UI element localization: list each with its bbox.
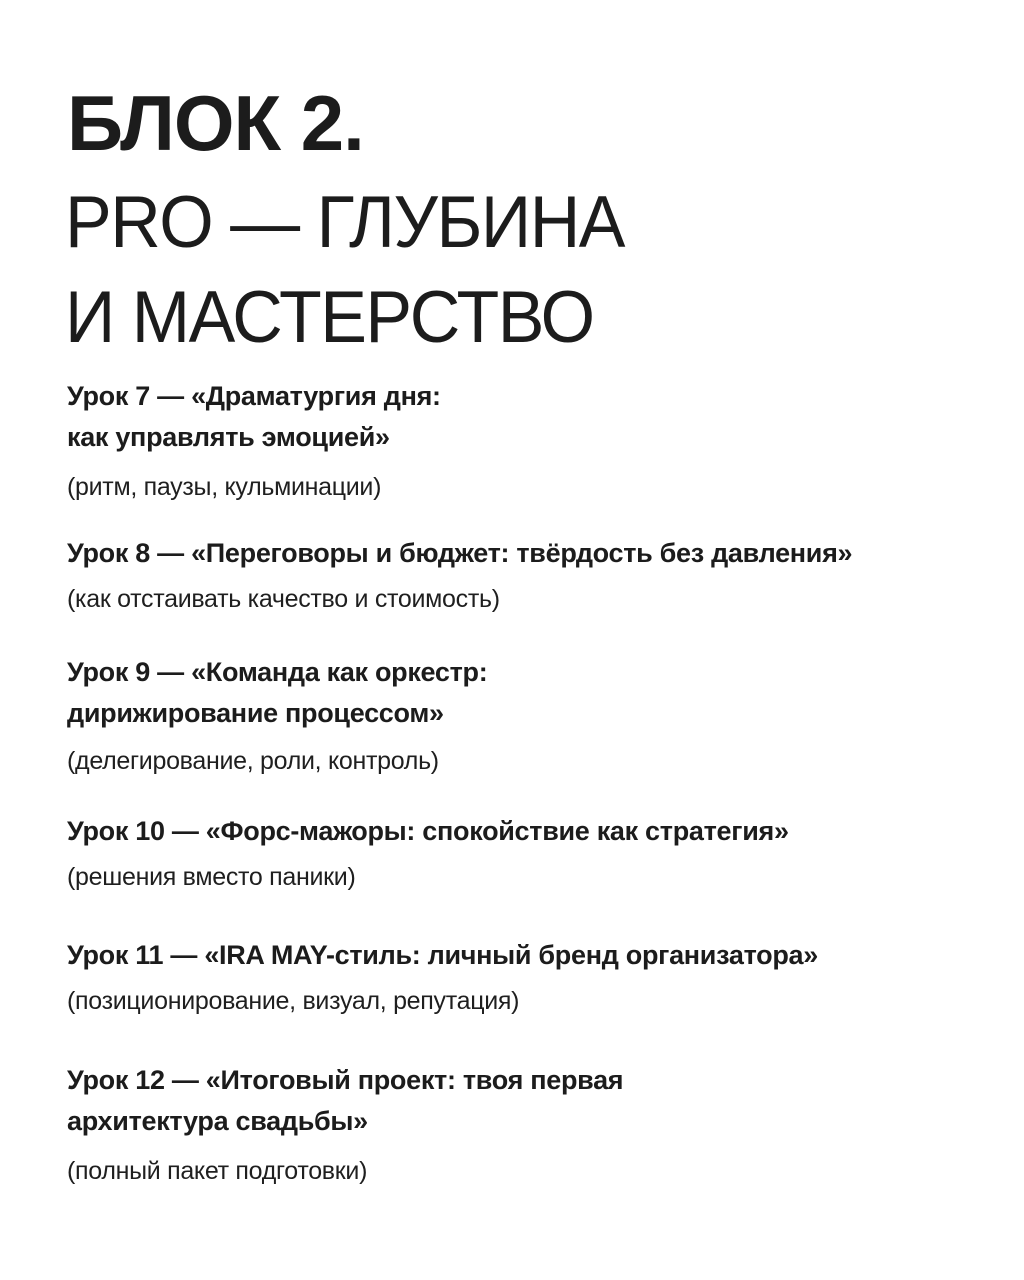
lesson-description: (делегирование, роли, контроль) bbox=[67, 747, 439, 775]
lesson-title bbox=[67, 1060, 1007, 1142]
lesson-title bbox=[67, 376, 1007, 458]
lesson-title-line: Урок 9 — «Команда как оркестр: bbox=[67, 657, 488, 687]
block-subtitle-line-2: И МАСТЕРСТВО bbox=[65, 276, 594, 358]
lesson-title-line: Урок 7 — «Драматургия дня: bbox=[67, 381, 441, 411]
lesson-title bbox=[67, 935, 1007, 976]
lesson-title-line: дирижирование процессом» bbox=[67, 698, 444, 728]
lesson-title bbox=[67, 811, 1007, 852]
lesson-item-9 bbox=[67, 652, 1007, 776]
lesson-title bbox=[67, 652, 1007, 734]
lesson-item-10 bbox=[67, 811, 1007, 892]
lesson-item-7 bbox=[67, 376, 1007, 502]
lesson-description: (как отстаивать качество и стоимость) bbox=[67, 585, 500, 613]
block-subtitle-line-1: PRO — ГЛУБИНА bbox=[65, 181, 624, 263]
lesson-title-line: архитектура свадьбы» bbox=[67, 1106, 368, 1136]
lesson-description: (позиционирование, визуал, репутация) bbox=[67, 987, 520, 1015]
lesson-item-8 bbox=[67, 533, 1007, 614]
lesson-description: (ритм, паузы, кульминации) bbox=[67, 473, 382, 501]
lesson-title bbox=[67, 533, 1007, 574]
lesson-item-12 bbox=[67, 1060, 1007, 1186]
lesson-item-11 bbox=[67, 935, 1007, 1016]
lesson-title-line: Урок 10 — «Форс-мажоры: спокойствие как стратегия» bbox=[67, 816, 789, 846]
lesson-title-line: Урок 12 — «Итоговый проект: твоя первая bbox=[67, 1065, 624, 1095]
lesson-title-line: как управлять эмоцией» bbox=[67, 422, 390, 452]
lesson-description: (решения вместо паники) bbox=[67, 863, 356, 891]
lesson-title-line: Урок 11 — «IRA MAY-стиль: личный бренд организатора» bbox=[67, 940, 818, 970]
lesson-description: (полный пакет подготовки) bbox=[67, 1157, 368, 1185]
lesson-title-line: Урок 8 — «Переговоры и бюджет: твёрдость без давления» bbox=[67, 538, 853, 568]
block-heading: БЛОК 2. bbox=[67, 79, 364, 167]
